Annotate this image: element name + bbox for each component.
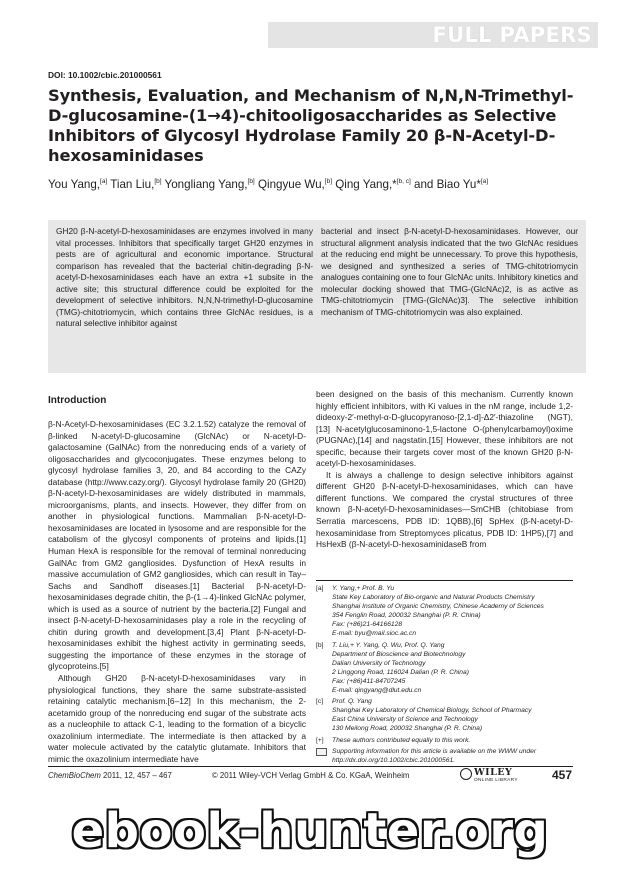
paragraph: It is always a challenge to design selective inhibitors against different GH20 β-N-acetyl-D-hexosaminidases, which can have different functions. We compared the crystal structures of three known β-N-acetyl-D-hexosaminidases—SmCHB (chitobiase from Serratia marcescens, PDB ID: 1QBB),[6] SpHex (β-N-acetyl-D-hexosaminidase from Streptomyces plicatus, PDB ID: 1HP5),[7] and HsHexB (β-N-acetyl-D-hexosaminidaseB from	[316, 469, 573, 550]
email-link[interactable]: E-mail: qingyang@dlut.edu.cn	[332, 687, 422, 695]
paragraph: Although GH20 β-N-acetyl-D-hexosaminidases vary in physiological functions, they share the same substrate-assisted retaining catalytic mechanism.[6–12] In this mechanism, the 2-acetamido group of the nonreducing end sugar of the substrate acts as a nucleophile to attack C-1, leading to the formation of a bicyclic oxazolinium intermediate. The intermediate is then attacked by a water molecule activated by the catalytic glutamate. Inhibitors that mimic the oxazolinium intermediate have	[48, 673, 306, 764]
equal-contribution-note: [+] These authors contributed equally to this work.	[316, 736, 471, 744]
author: and Biao Yu*[a]	[410, 177, 489, 191]
abstract-right: bacterial and insect β-N-acetyl-D-hexosaminidases. However, our structural alignment analysis indicated that the two GlcNAc residues at the reducing end might be unnecessary. To prove this hypothesis, we designed and synthesized a series of TMG-chitotriomycin analogues containing one to four GlcNAc units. Inhibitory kinetics and molecular docking showed that TMG-(GlcNAc)2, is as active as TMG-chitotriomycin [TMG-(GlcNAc)3]. The selective inhibition mechanism of TMG-chitotriomycin was also explained.	[321, 226, 578, 317]
email-link[interactable]: E-mail: byu@mail.sioc.ac.cn	[332, 630, 417, 638]
supporting-info-link[interactable]: http://dx.doi.org/10.1002/cbic.201000561.	[332, 756, 456, 764]
author: Tian Liu,[b]	[107, 177, 162, 191]
wiley-logo[interactable]: WILEY ONLINE LIBRARY	[460, 767, 522, 785]
body-column-right	[316, 389, 573, 551]
affiliation: [b] T. Liu,+ Y. Yang, Q. Wu, Prof. Q. Yang Department of Bioscience and Biotechnology Dalian University of Technology 2 Linggong Road, 116024 Dalian (P. R. China) Fax: (+86)411-84707245 E-mail: qingyang@dlut.edu.cn	[316, 641, 573, 696]
doi[interactable]: DOI: 10.1002/cbic.201000561	[48, 70, 162, 80]
section-banner: FULL PAPERS	[268, 22, 598, 48]
author: You Yang,[a]	[48, 177, 108, 191]
body-column-left	[48, 419, 306, 765]
supporting-info-note: Supporting information for this article is available on the WWW under http://dx.doi.org/10.1002/cbic.201000561.	[316, 747, 573, 765]
author: Qing Yang,*[b, c]	[332, 177, 411, 191]
affiliation: [a] Y. Yang,+ Prof. B. Yu State Key Laboratory of Bio-organic and Natural Products Chemistry Shanghai Institute of Organic Chemistry, Chinese Academy of Sciences 354 Fenglin Road, 200032 Shanghai (P. R. China) Fax: (+86)21-64166128 E-mail: byu@mail.sioc.ac.cn	[316, 584, 573, 639]
abstract-left: GH20 β-N-acetyl-D-hexosaminidases are enzymes involved in many vital processes. Inhibitors that specifically target GH20 enzymes in pests are of agricultural and economic importance. Structural comparison has revealed that the bacterial chitin-degrading β-N-acetyl-D-hexosaminidases each have an extra +1 subsite in the active site; this structural difference could be exploited for the development of selective inhibitors. N,N,N-trimethyl-D-glucosamine (TMG)-chitotriomycin, which contains three GlcNAc residues, is a natural selective inhibitor against	[56, 226, 313, 329]
copyright: © 2011 Wiley-VCH Verlag GmbH & Co. KGaA, Weinheim	[212, 771, 410, 780]
author: Yongliang Yang,[b]	[161, 177, 255, 191]
abstract-box	[48, 220, 586, 373]
affiliations	[316, 580, 573, 765]
article-title: Synthesis, Evaluation, and Mechanism of N,N,N-Trimethyl-D-glucosamine-(1→4)-chitooligosaccharides as Selective Inhibitors of Glycosyl Hydrolase Family 20 β-N-Acetyl-D-hexosaminidases	[48, 86, 574, 165]
supporting-info-icon	[316, 748, 327, 756]
journal-citation: ChemBioChem 2011, 12, 457 – 467	[48, 771, 172, 780]
affiliation: [c] Prof. Q. Yang Shanghai Key Laboratory of Chemical Biology, School of Pharmacy East China University of Science and Technology 130 Meilong Road, 200032 Shanghai (P. R. China)	[316, 698, 532, 733]
paragraph: β-N-Acetyl-D-hexosaminidases (EC 3.2.1.52) catalyze the removal of β-linked N-acetyl-D-glucosamine (GlcNAc) or N-acetyl-D-galactosamine (GalNAc) from the nonreducing ends of a variety of oligosaccharides and glycoconjugates. These enzymes belong to glycosyl hydrolase families 3, 20, and 84 according to the CAZy database (http://www.cazy.org/). Glycosyl hydrolase family 20 (GH20) β-N-acetyl-D-hexosaminidases are widely distributed in mammals, microorganisms, plants, and insects. However, they differ from on another in physiological functions. Mammalian β-N-acetyl-D-hexosaminidases are located in lysosome and are responsible for the catabolism of the glycosyl components of proteins and lipids.[1] Human HexA is responsible for the removal of terminal nonreducing GalNAc from GM2 gangliosides. Dysfunction of HexA results in massive accumulation of GM2 gangliosides, which can result in Tay–Sachs and Sandhoff diseases.[1] Bacterial β-N-acetyl-D-hexosaminidases degrade chitin, the β-(1→4)-linked GlcNAc polymer, which is used as a source of nutrient by the bacteria.[2] Fungal and insect β-N-acetyl-D-hexosaminidases play a role in the recycling of chitin during growth and development.[3,4] Plant β-N-acetyl-D-hexosaminidases exhibit the highest activity in germinating seeds, suggesting the importance of these enzymes in the storage of glycoproteins.[5]	[48, 419, 306, 672]
wiley-icon	[460, 768, 472, 780]
author-list	[48, 174, 588, 192]
paragraph: been designed on the basis of this mechanism. Currently known highly efficient inhibitors, with Ki values in the nM range, include 1,2-dideoxy-2′-methyl-α-D-glucopyranoso-[2,1-d]-Δ2′-thiazoline (NGT),[13] N-acetylglucosaminono-1,5-lactone O-(phenylcarbamoyl)oxime (PUGNAc),[14] and nagstatin.[15] However, these inhibitors are not specific, because their targets cover most of the known GH20 β-N-acetyl-D-hexosaminidases.	[316, 389, 573, 469]
watermark: ebook-hunter.org	[71, 803, 549, 859]
introduction-heading: Introduction	[48, 395, 107, 406]
page-number: 457	[551, 768, 572, 782]
author: Qingyue Wu,[b]	[254, 177, 333, 191]
